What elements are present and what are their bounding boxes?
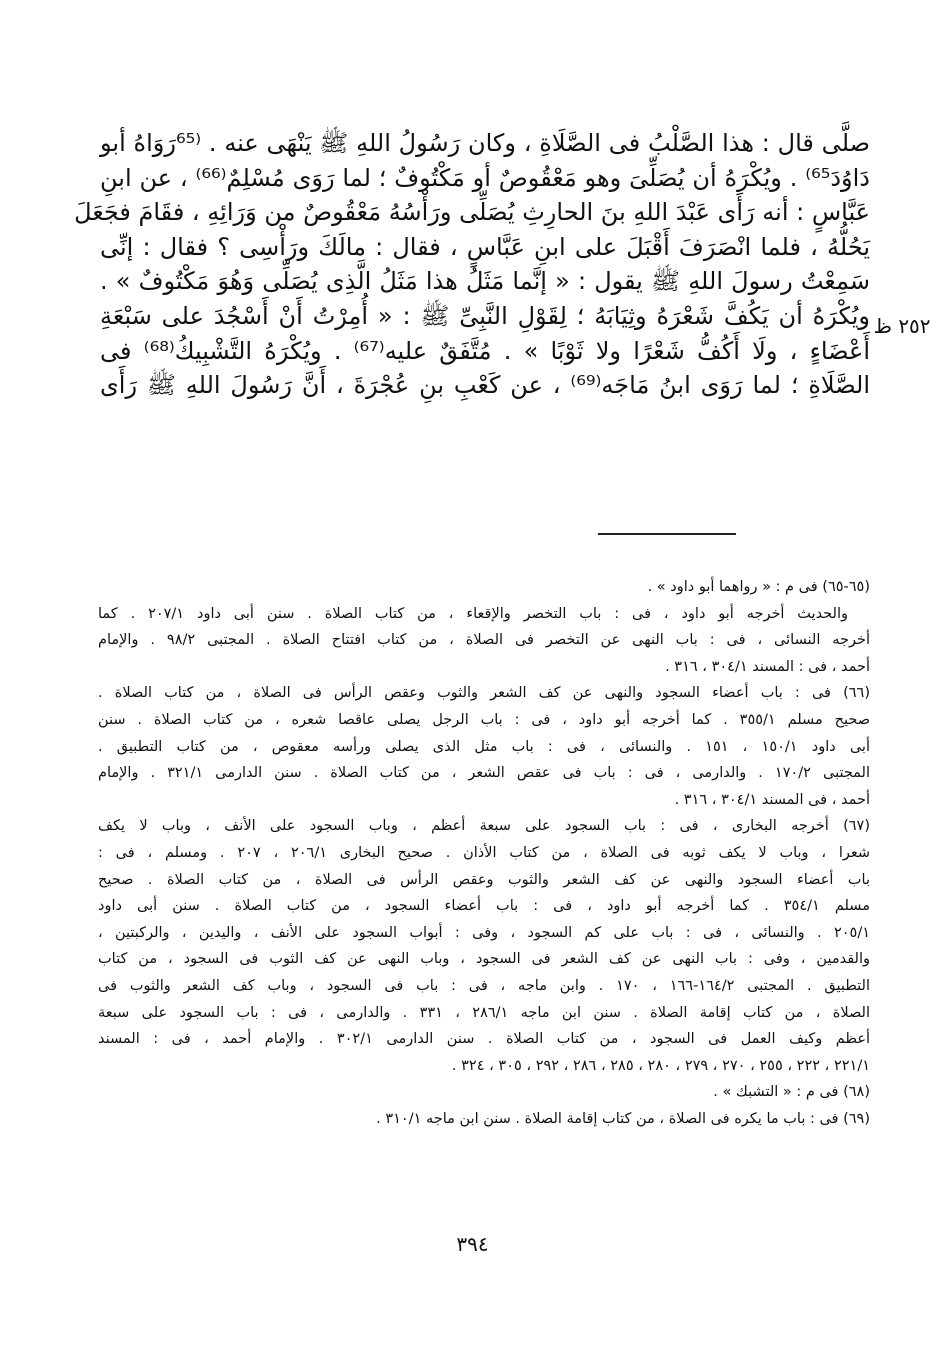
footnote-line: أعظم وكيف العمل فى السجود ، من كتاب الصلاة . سنن الدارمى ٣٠٢/١ . والإمام أحمد ، فى : المسند bbox=[98, 1031, 870, 1048]
footnote-line: ٢٢١/١ ، ٢٢٢ ، ٢٥٥ ، ٢٧٠ ، ٢٧٩ ، ٢٨٠ ، ٢٨٥ ، ٢٨٦ ، ٢٩٢ ، ٣٠٥ ، ٣٢٤ . bbox=[451, 1057, 870, 1074]
main-text-line: دَاوُدَ⁶⁵⁾ . ويُكْرَهُ أن يُصَلِّىَ وهو مَعْقُوصٌ أو مَكْتُوفٌ ؛ لما رَوَى مُسْلِمٌ⁽⁶⁶⁾ ، عن ابنِ bbox=[100, 163, 870, 192]
footnote-line: أخرجه النسائى ، فى : باب النهى عن التخصر فى الصلاة ، من كتاب افتتاح الصلاة . المجتبى ٩٨/٢ . والإمام bbox=[98, 632, 870, 649]
footnote-line: شعرا ، وباب لا يكف ثوبه فى الصلاة ، من كتاب الأذان . صحيح البخارى ٢٠٦/١ ، ٢٠٧ . ومسلم ، فى : bbox=[98, 844, 870, 861]
footnote-line: أحمد ، فى : المسند ٣٠٤/١ ، ٣١٦ . bbox=[665, 658, 870, 675]
footnote-line: أبى داود ١٥٠/١ ، ١٥١ . والنسائى ، فى : باب مثل الذى يصلى ورأسه معقوص ، من كتاب التطبيق . bbox=[98, 738, 870, 755]
footnote-line: (٦٩) فى : باب ما يكره فى الصلاة ، من كتاب إقامة الصلاة . سنن ابن ماجه ٣١٠/١ . bbox=[376, 1110, 870, 1127]
footnote-line: التطبيق . المجتبى ١٦٤/٢-١٦٦ ، ١٧٠ . وابن ماجه ، فى : باب فى السجود ، وباب كف الشعر والثوب فى bbox=[98, 977, 870, 994]
footnote-69 bbox=[98, 1106, 870, 1133]
footnote-67 bbox=[98, 813, 870, 1079]
footnote-line: مسلم ٣٥٤/١ . كما أخرجه أبو داود ، فى : باب أعضاء السجود ، من كتاب الصلاة . سنن أبى داود bbox=[98, 898, 870, 915]
main-text bbox=[74, 126, 871, 403]
main-text-line: سَمِعْتُ رسولَ اللهِ ﷺ يقول : « إنَّما مَثَلُ هذا مَثَلُ الَّذِى يُصَلِّى وَهُوَ مَكْتُوفٌ » . bbox=[100, 267, 870, 296]
footnote-68 bbox=[98, 1079, 870, 1106]
footnote-line: الصلاة ، من كتاب إقامة الصلاة . سنن ابن ماجه ٢٨٦/١ ، ٣٣١ . والدارمى ، فى : باب السجود على سبعة bbox=[98, 1004, 870, 1021]
footnote-line: والقدمين ، وفى : باب النهى عن كف الشعر فى السجود ، وباب النهى عن كف الثوب فى السجود ، من كتاب bbox=[98, 951, 870, 968]
footnote-line: والحديث أخرجه أبو داود ، فى : باب التخصر والإقعاء ، من كتاب الصلاة . سنن أبى داود ٢٠٧/١ . كما bbox=[98, 605, 848, 622]
footnote-line: (٦٦) فى : باب أعضاء السجود والنهى عن كف الشعر والثوب وعقص الرأس فى الصلاة ، من كتاب الصلاة . bbox=[98, 685, 870, 702]
manuscript-folio-marker: ٢٥٢ ظ bbox=[873, 314, 931, 338]
footnotes bbox=[98, 574, 870, 1132]
footnote-line: (٦٥-٦٥) فى م : « رواهما أبو داود » . bbox=[647, 579, 870, 595]
main-text-line: يَحُلُّهُ ، فلما انْصَرَفَ أَقْبَلَ على ابنِ عَبَّاسٍ ، فقال : مالَكَ ورَأْسِى ؟ فقال : إنِّى bbox=[100, 232, 870, 261]
footnote-66 bbox=[98, 680, 870, 813]
footnote-line: (٦٨) فى م : « التشبك » . bbox=[713, 1084, 870, 1101]
main-text-line: عَبَّاسٍ : أنه رَأَى عَبْدَ اللهِ بنَ الحارِثِ يُصَلِّى ورَأْسُهُ مَعْقُوصٌ من وَرَائِهِ ، فقَامَ فجَعَلَ bbox=[74, 198, 870, 227]
footnote-separator bbox=[598, 533, 736, 535]
footnote-65 bbox=[98, 574, 870, 680]
footnote-line: صحيح مسلم ٣٥٥/١ . كما أخرجه أبو داود ، فى : باب الرجل يصلى عاقصا شعره ، من كتاب الصلاة . سنن bbox=[98, 711, 871, 728]
footnote-line: باب أعضاء السجود والنهى عن كف الشعر والثوب وعقص الرأس فى الصلاة ، من كتاب الصلاة . صحيح bbox=[98, 871, 870, 888]
page-number: ٣٩٤ bbox=[456, 1232, 489, 1256]
footnote-line: المجتبى ١٧٠/٢ . والدارمى ، فى : باب فى عقص الشعر ، من كتاب الصلاة . سنن الدارمى ٣٢١/١ . والإمام bbox=[98, 765, 871, 782]
main-text-line: ويُكْرَهُ أن يَكُفَّ شَعْرَهُ وثِيَابَهُ ؛ لِقَوْلِ النَّبِىِّ ﷺ : « أُمِرْتُ أَنْ أَسْجُدَ على سَبْعَةِ bbox=[100, 301, 870, 330]
main-text-line: الصَّلَاةِ ؛ لما رَوَى ابنُ مَاجَه⁽⁶⁹⁾ ، عن كَعْبِ بنِ عُجْرَةَ ، أَنَّ رَسُولَ اللهِ ﷺ رَأَى bbox=[100, 371, 871, 400]
footnote-line: أحمد ، فى المسند ٣٠٤/١ ، ٣١٦ . bbox=[674, 791, 870, 808]
main-text-line: أَعْضَاءٍ ، ولَا أَكُفُّ شَعْرًا ولا ثَوْبًا » . مُتَّفَقٌ عليه⁽⁶⁷⁾ . ويُكْرَهُ التَّشْبِيكُ⁽⁶⁸⁾ فى bbox=[100, 336, 870, 365]
footnote-line: ٢٠٥/١ . والنسائى ، فى : باب على كم السجود ، وفى : أبواب السجود على الأنف ، واليدين ، والركبتين ، bbox=[98, 924, 870, 941]
footnote-line: (٦٧) أخرجه البخارى ، فى : باب السجود على سبعة أعظم ، وباب السجود على الأنف ، وباب لا يكف bbox=[98, 818, 870, 835]
main-text-line: صلَّى قال : هذا الصَّلْبُ فى الصَّلَاةِ ، وكان رَسُولُ اللهِ ﷺ يَنْهَى عنه . ⁽⁶⁵رَوَاهُ أبو bbox=[100, 129, 871, 157]
